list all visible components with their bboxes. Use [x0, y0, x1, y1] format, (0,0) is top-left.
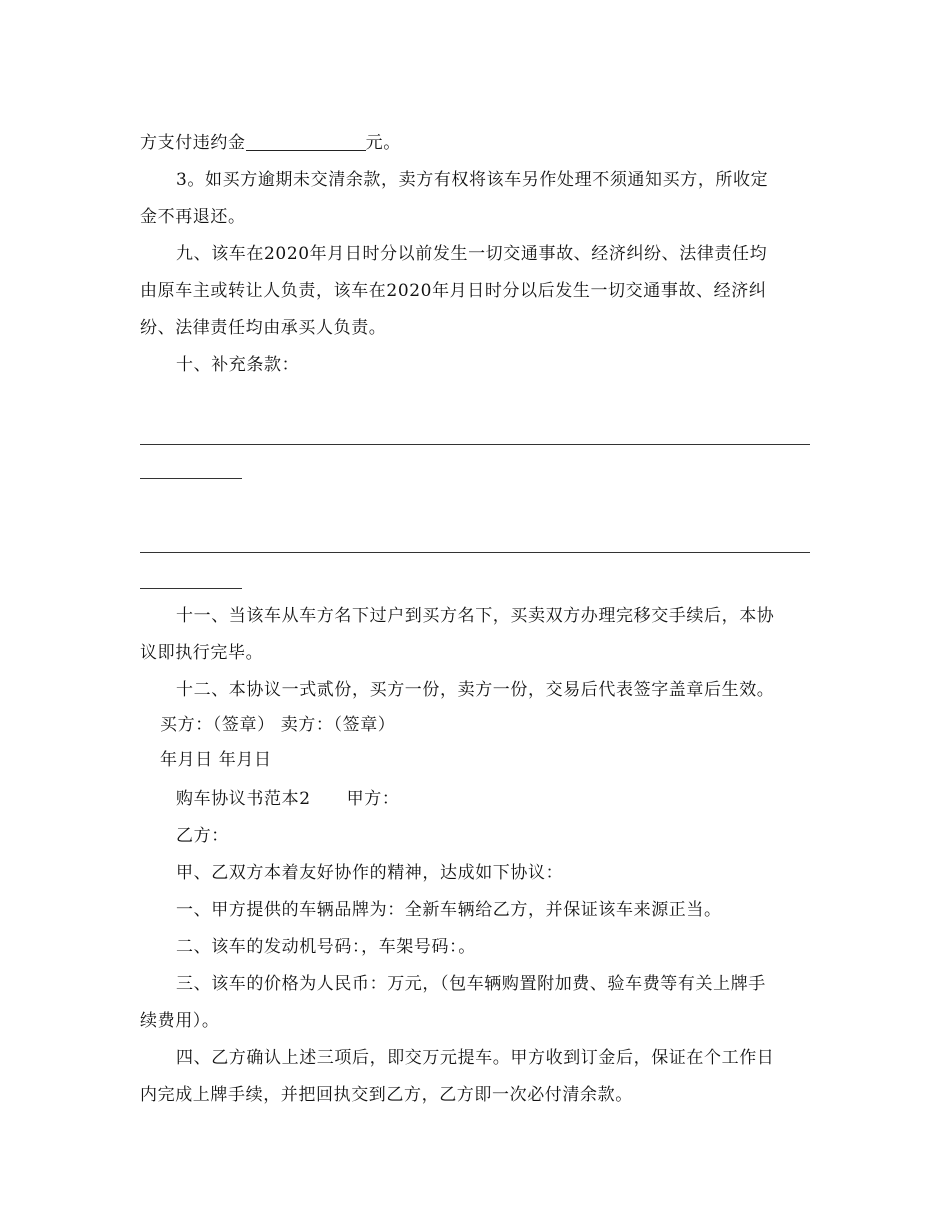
clause-12: 十二、本协议一式贰份，买方一份，卖方一份，交易后代表签字盖章后生效。 [176, 680, 775, 700]
text: 方支付违约金 [140, 133, 246, 153]
clause-3-line-1: 3。如买方逾期未交清余款，卖方有权将该车另作处理不须通知买方，所收定 [176, 170, 769, 190]
party-b-label: 乙方： [176, 826, 229, 846]
article-2: 二、该车的发动机号码：，车架号码：。 [176, 937, 476, 957]
supplement-rule-1 [140, 444, 810, 445]
date-line: 年月日 年月日 [160, 750, 272, 770]
article-3-line-1: 三、该车的价格为人民币：万元，（包车辆购置附加费、验车费等有关上牌手 [176, 974, 766, 994]
party-a-label: 甲方： [346, 789, 400, 809]
supplement-rule-2-tail [140, 588, 242, 589]
article-4-line-1: 四、乙方确认上述三项后，即交万元提车。甲方收到订金后，保证在个工作日 [176, 1048, 775, 1068]
fill-blank [246, 132, 366, 151]
paragraph-penalty-end [140, 131, 401, 155]
template-2-title-row [176, 787, 399, 811]
article-3-line-2: 续费用）。 [140, 1011, 220, 1031]
clause-9-line-3: 纷、法律责任均由承买人负责。 [140, 318, 387, 338]
supplement-rule-2 [140, 552, 810, 553]
clause-11-line-2: 议即执行完毕。 [140, 643, 264, 663]
clause-3-line-2: 金不再退还。 [140, 207, 246, 227]
clause-9-line-1: 九、该车在2020年月日时分以前发生一切交通事故、经济纠纷、法律责任均 [176, 244, 768, 264]
text: 元。 [365, 133, 401, 153]
clause-11-line-1: 十一、当该车从车方名下过户到买方名下，买卖双方办理完移交手续后，本协 [176, 606, 775, 626]
template-title: 购车协议书范本2 [176, 789, 311, 809]
supplement-rule-1-tail [140, 478, 242, 479]
article-4-line-2: 内完成上牌手续，并把回执交到乙方，乙方即一次必付清余款。 [140, 1085, 633, 1105]
signature-line: 买方：（签章） 卖方：（签章） [160, 715, 396, 735]
clause-10-heading: 十、补充条款： [176, 355, 300, 375]
clause-9-line-2: 由原车主或转让人负责，该车在2020年月日时分以后发生一切交通事故、经济纠 [140, 281, 767, 301]
agreement-intro: 甲、乙双方本着友好协作的精神，达成如下协议： [176, 863, 564, 883]
article-1: 一、甲方提供的车辆品牌为：全新车辆给乙方，并保证该车来源正当。 [176, 900, 722, 920]
